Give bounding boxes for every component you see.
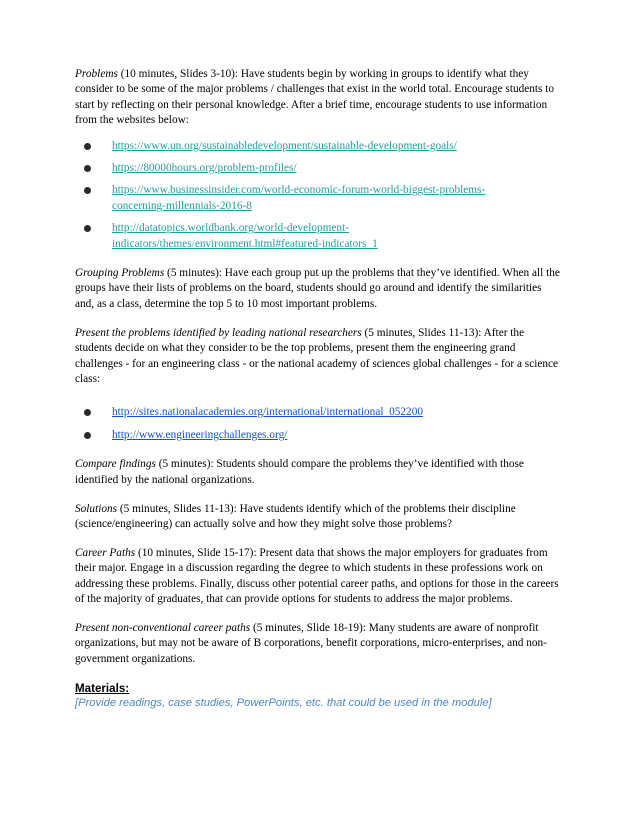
document-content xyxy=(75,67,561,711)
link-un-sdg[interactable]: https://www.un.org/sustainabledevelopment/sustainable-development-goals/ xyxy=(112,139,457,152)
present-link-list xyxy=(75,405,561,443)
present-body: (5 minutes, Slides 11-13): After the students decide on what they consider to be the top problems, present them the engineering grand challenges - for an engineering class - or the national academy of sciences global challenges - for a science class: xyxy=(75,326,559,385)
link-line: https://www.businessinsider.com/world-economic-forum-world-biggest-problems- xyxy=(112,184,486,197)
bullet-icon xyxy=(84,409,91,416)
present-title: Present the problems identified by leading national researchers xyxy=(75,326,362,339)
materials-heading: Materials: xyxy=(75,682,130,696)
link-80000hours[interactable]: https://80000hours.org/problem-profiles/ xyxy=(112,162,297,175)
grouping-title: Grouping Problems xyxy=(75,267,165,280)
solutions-title: Solutions xyxy=(75,502,118,515)
problems-link-list xyxy=(75,139,561,252)
list-item xyxy=(75,428,561,443)
list-item xyxy=(75,139,561,154)
career-body: (10 minutes, Slide 15-17): Present data that shows the major employers for graduates from their major. Engage in a discussion regarding the degree to which students in these professions work on addressing these problems. Finally, discuss other potential career paths, and options for those in the careers of the majority of graduates, that can provide options for students to address the major problems. xyxy=(75,546,559,606)
list-item xyxy=(75,161,561,176)
list-item xyxy=(75,221,561,252)
career-title: Career Paths xyxy=(75,546,136,559)
nonconventional-paragraph xyxy=(75,621,561,667)
career-paragraph xyxy=(75,546,561,608)
solutions-body: (5 minutes, Slides 11-13): Have students identify which of the problems their discipline (science/engineering) can actually solve and how they might solve those problems? xyxy=(75,502,516,530)
compare-title: Compare findings xyxy=(75,458,156,471)
nonconventional-body: (5 minutes, Slide 18-19): Many students are aware of nonprofit organizations, but may not be aware of B corporations, benefit corporations, micro-enterprises, and non-government organizations. xyxy=(75,621,547,665)
link-worldbank[interactable] xyxy=(112,222,378,249)
bullet-icon xyxy=(84,143,91,150)
link-business-insider[interactable] xyxy=(112,184,485,211)
bullet-icon xyxy=(84,187,91,194)
link-line: indicators/themes/environment.html#featured-indicators_1 xyxy=(112,237,378,250)
link-line: concerning-millennials-2016-8 xyxy=(112,199,252,212)
list-item xyxy=(75,405,561,420)
bullet-icon xyxy=(84,165,91,172)
nonconventional-title: Present non-conventional career paths xyxy=(75,621,251,634)
link-national-academies[interactable]: http://sites.nationalacademies.org/international/international_052200 xyxy=(112,406,424,419)
solutions-paragraph xyxy=(75,502,561,533)
link-engineering-challenges[interactable]: http://www.engineeringchallenges.org/ xyxy=(112,428,288,441)
compare-body: (5 minutes): Students should compare the problems they’ve identified with those identified by the national organizations. xyxy=(75,458,524,486)
materials-note: [Provide readings, case studies, PowerPoints, etc. that could be used in the module] xyxy=(75,697,492,710)
bullet-icon xyxy=(84,225,91,232)
grouping-paragraph xyxy=(75,266,561,312)
link-line: http://datatopics.worldbank.org/world-development- xyxy=(112,222,349,235)
present-paragraph xyxy=(75,326,561,388)
bullet-icon xyxy=(84,432,91,439)
list-item xyxy=(75,183,561,214)
problems-paragraph xyxy=(75,67,561,129)
grouping-body: (5 minutes): Have each group put up the problems that they’ve identified. When all the groups have their lists of problems on the board, students should go around and identify the similarities and, as a class, determine the top 5 to 10 most important problems. xyxy=(75,267,560,310)
problems-title: Problems xyxy=(75,68,118,80)
compare-paragraph xyxy=(75,457,561,488)
problems-body: (10 minutes, Slides 3-10): Have students begin by working in groups to identify what they consider to be some of the major problems / challenges that exist in the world total. Encourage students to start by reflecting on their personal knowledge. After a brief time, encourage students to use information from the websites below: xyxy=(75,68,555,127)
